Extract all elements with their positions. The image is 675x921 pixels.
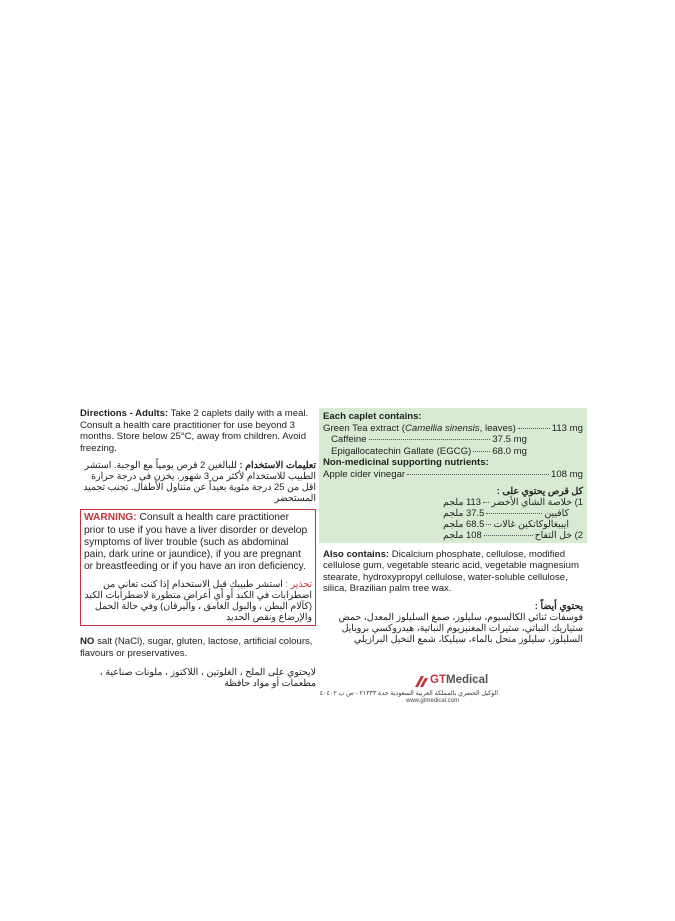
no-salt-text: salt (NaCl), sugar, gluten, lactose, artificial colours, flavours or preservatives.	[80, 636, 313, 659]
ingredient-row	[323, 446, 583, 458]
dot-leader	[486, 513, 542, 514]
non-medicinal-title: Non-medicinal supporting nutrients:	[323, 457, 489, 469]
directions-en	[80, 408, 316, 454]
ar-ingredient-name: ايبيغالوكاتكين غالات	[493, 517, 569, 529]
ingredients-panel	[319, 408, 587, 543]
website-url: www.gtmedical.com	[406, 698, 460, 704]
non-medicinal-name: Apple cider vinegar	[323, 468, 406, 480]
warning-label: WARNING:	[84, 512, 137, 524]
logo-wordmark	[430, 674, 488, 686]
dot-leader	[473, 451, 490, 452]
also-contains-label: Also contains:	[323, 548, 390, 560]
ingredient-row	[323, 423, 583, 435]
no-salt-en	[80, 636, 316, 659]
ar-ingredient-value: 37.5 ملجم	[443, 506, 485, 518]
dot-leader	[407, 474, 549, 475]
ar-ingredient-name: كافيين	[544, 506, 569, 518]
warning-ar-text: استشر طبيبك قبل الاستخدام إذا كنت تعاني من اضطرابات في الكبد أو أي أعراض متطورة لاضطرابات الكبد (كآلام البطن ، والبول الغامق ، واليرقان) وفي حالة الحمل والإرضاع ونقص الحديد	[84, 578, 312, 623]
ar-ingredient-row	[323, 496, 583, 507]
no-salt-ar: لايحتوي على الملح ، الغلوتين ، اللاكتوز ، ملونات صناعية ، مطعمات أو مواد حافظة	[99, 665, 316, 688]
directions-text: Take 2 caplets daily with a meal. Consult a health care practitioner for use beyond 3 months. Store below 25°C, away from children. Avoid freezing.	[80, 408, 309, 454]
dot-leader	[486, 524, 491, 525]
ingredient-name: Epigallocatechin Gallate (EGCG)	[331, 445, 472, 457]
ar-ingredient-name: 1) خلاصة الشاي الأخضر	[491, 495, 583, 507]
also-contains-ar-label: يحتوي أيضاً :	[534, 599, 583, 611]
left-column	[80, 408, 316, 688]
logo-medical: Medical	[445, 674, 489, 686]
ingredient-value: 37.5 mg	[492, 434, 527, 446]
warning-ar-label: تحذير :	[285, 578, 312, 590]
right-column	[319, 408, 587, 644]
dot-leader	[484, 535, 533, 536]
warning-box	[80, 509, 316, 626]
also-contains-ar	[319, 600, 587, 644]
ar-ingredient-row	[323, 518, 583, 529]
also-contains-en	[319, 549, 587, 595]
ingredient-value: 113 mg	[551, 422, 583, 434]
directions-ar	[80, 459, 316, 503]
ingredient-latin-name: Camellia sinensis	[404, 422, 480, 434]
dot-leader	[369, 439, 491, 440]
ar-ingredient-value: 68.5 ملجم	[443, 517, 485, 529]
each-caplet-title: Each caplet contains:	[323, 411, 422, 422]
ingredient-name-suffix: , leaves)	[479, 422, 516, 434]
gt-logo-mark-icon	[415, 676, 428, 687]
ingredient-name: Green Tea extract (	[323, 422, 405, 434]
no-salt-label: NO	[80, 636, 95, 648]
non-medicinal-row	[323, 469, 583, 481]
directions-ar-label: تعليمات الاستخدام :	[239, 459, 316, 471]
also-contains-ar-text: فوسفات ثنائي الكالسيوم، سليلوز، صمغ السليلوز المعدل، حمض ستياريك النباتي، ستيرات المغنيزيوم النباتية، هيدروكسي بروبايل السليلوز، سليلوز منحل بالماء، سيليكا، شمع النخيل البرازيلي	[338, 610, 583, 644]
ar-ingredient-row	[323, 507, 583, 518]
ingredient-row	[323, 434, 583, 446]
distributor-address: الوكيل الحصري بالمملكة العربية السعودية جدة ٢١٣٣٣ - ص ب ٤٠٤٠٢	[319, 690, 498, 697]
dot-leader	[518, 428, 550, 429]
warning-text: Consult a health care practitioner prior to use if you have a liver disorder or develop symptoms of liver trouble (such as abdominal pain, dark urine or jaundice), if you are pregnant or breastfeeding or if you have an iron deficiency.	[84, 512, 308, 573]
ar-ingredient-value: 113 ملجم	[443, 495, 481, 507]
directions-label: Directions - Adults:	[80, 408, 169, 419]
warning-en	[84, 512, 312, 573]
ar-ingredients-title: كل قرص يحتوي على :	[496, 484, 583, 496]
non-medicinal-value: 108 mg	[551, 468, 583, 480]
ingredient-name: Caffeine	[331, 434, 367, 446]
gt-medical-logo	[319, 674, 498, 710]
logo-gt: GT	[430, 674, 446, 686]
ar-ingredient-row	[323, 529, 583, 540]
ar-ingredient-name: 2) خل التفاح	[534, 528, 583, 540]
also-contains-text: Dicalcium phosphate, cellulose, modified cellulose gum, vegetable stearic acid, vegetable magnesium stearate, hydroxypropyl cellulose, water-soluble cellulose, silica, Brazilian palm tree wax.	[323, 548, 579, 595]
warning-ar	[84, 578, 312, 622]
dot-leader	[483, 502, 489, 503]
ingredient-value: 68.0 mg	[492, 445, 527, 457]
directions-ar-text: للبالغين 2 قرص يومياً مع الوجبة. استشر الطبيب للاستخدام لأكثر من 3 شهور. يخزن في درجة حرارة اقل من 25 درجة مئوية بعيداً عن متناول الأطفال. تجنب تجميد المستحضر	[83, 459, 316, 504]
ar-ingredient-value: 108 ملجم	[443, 528, 482, 540]
